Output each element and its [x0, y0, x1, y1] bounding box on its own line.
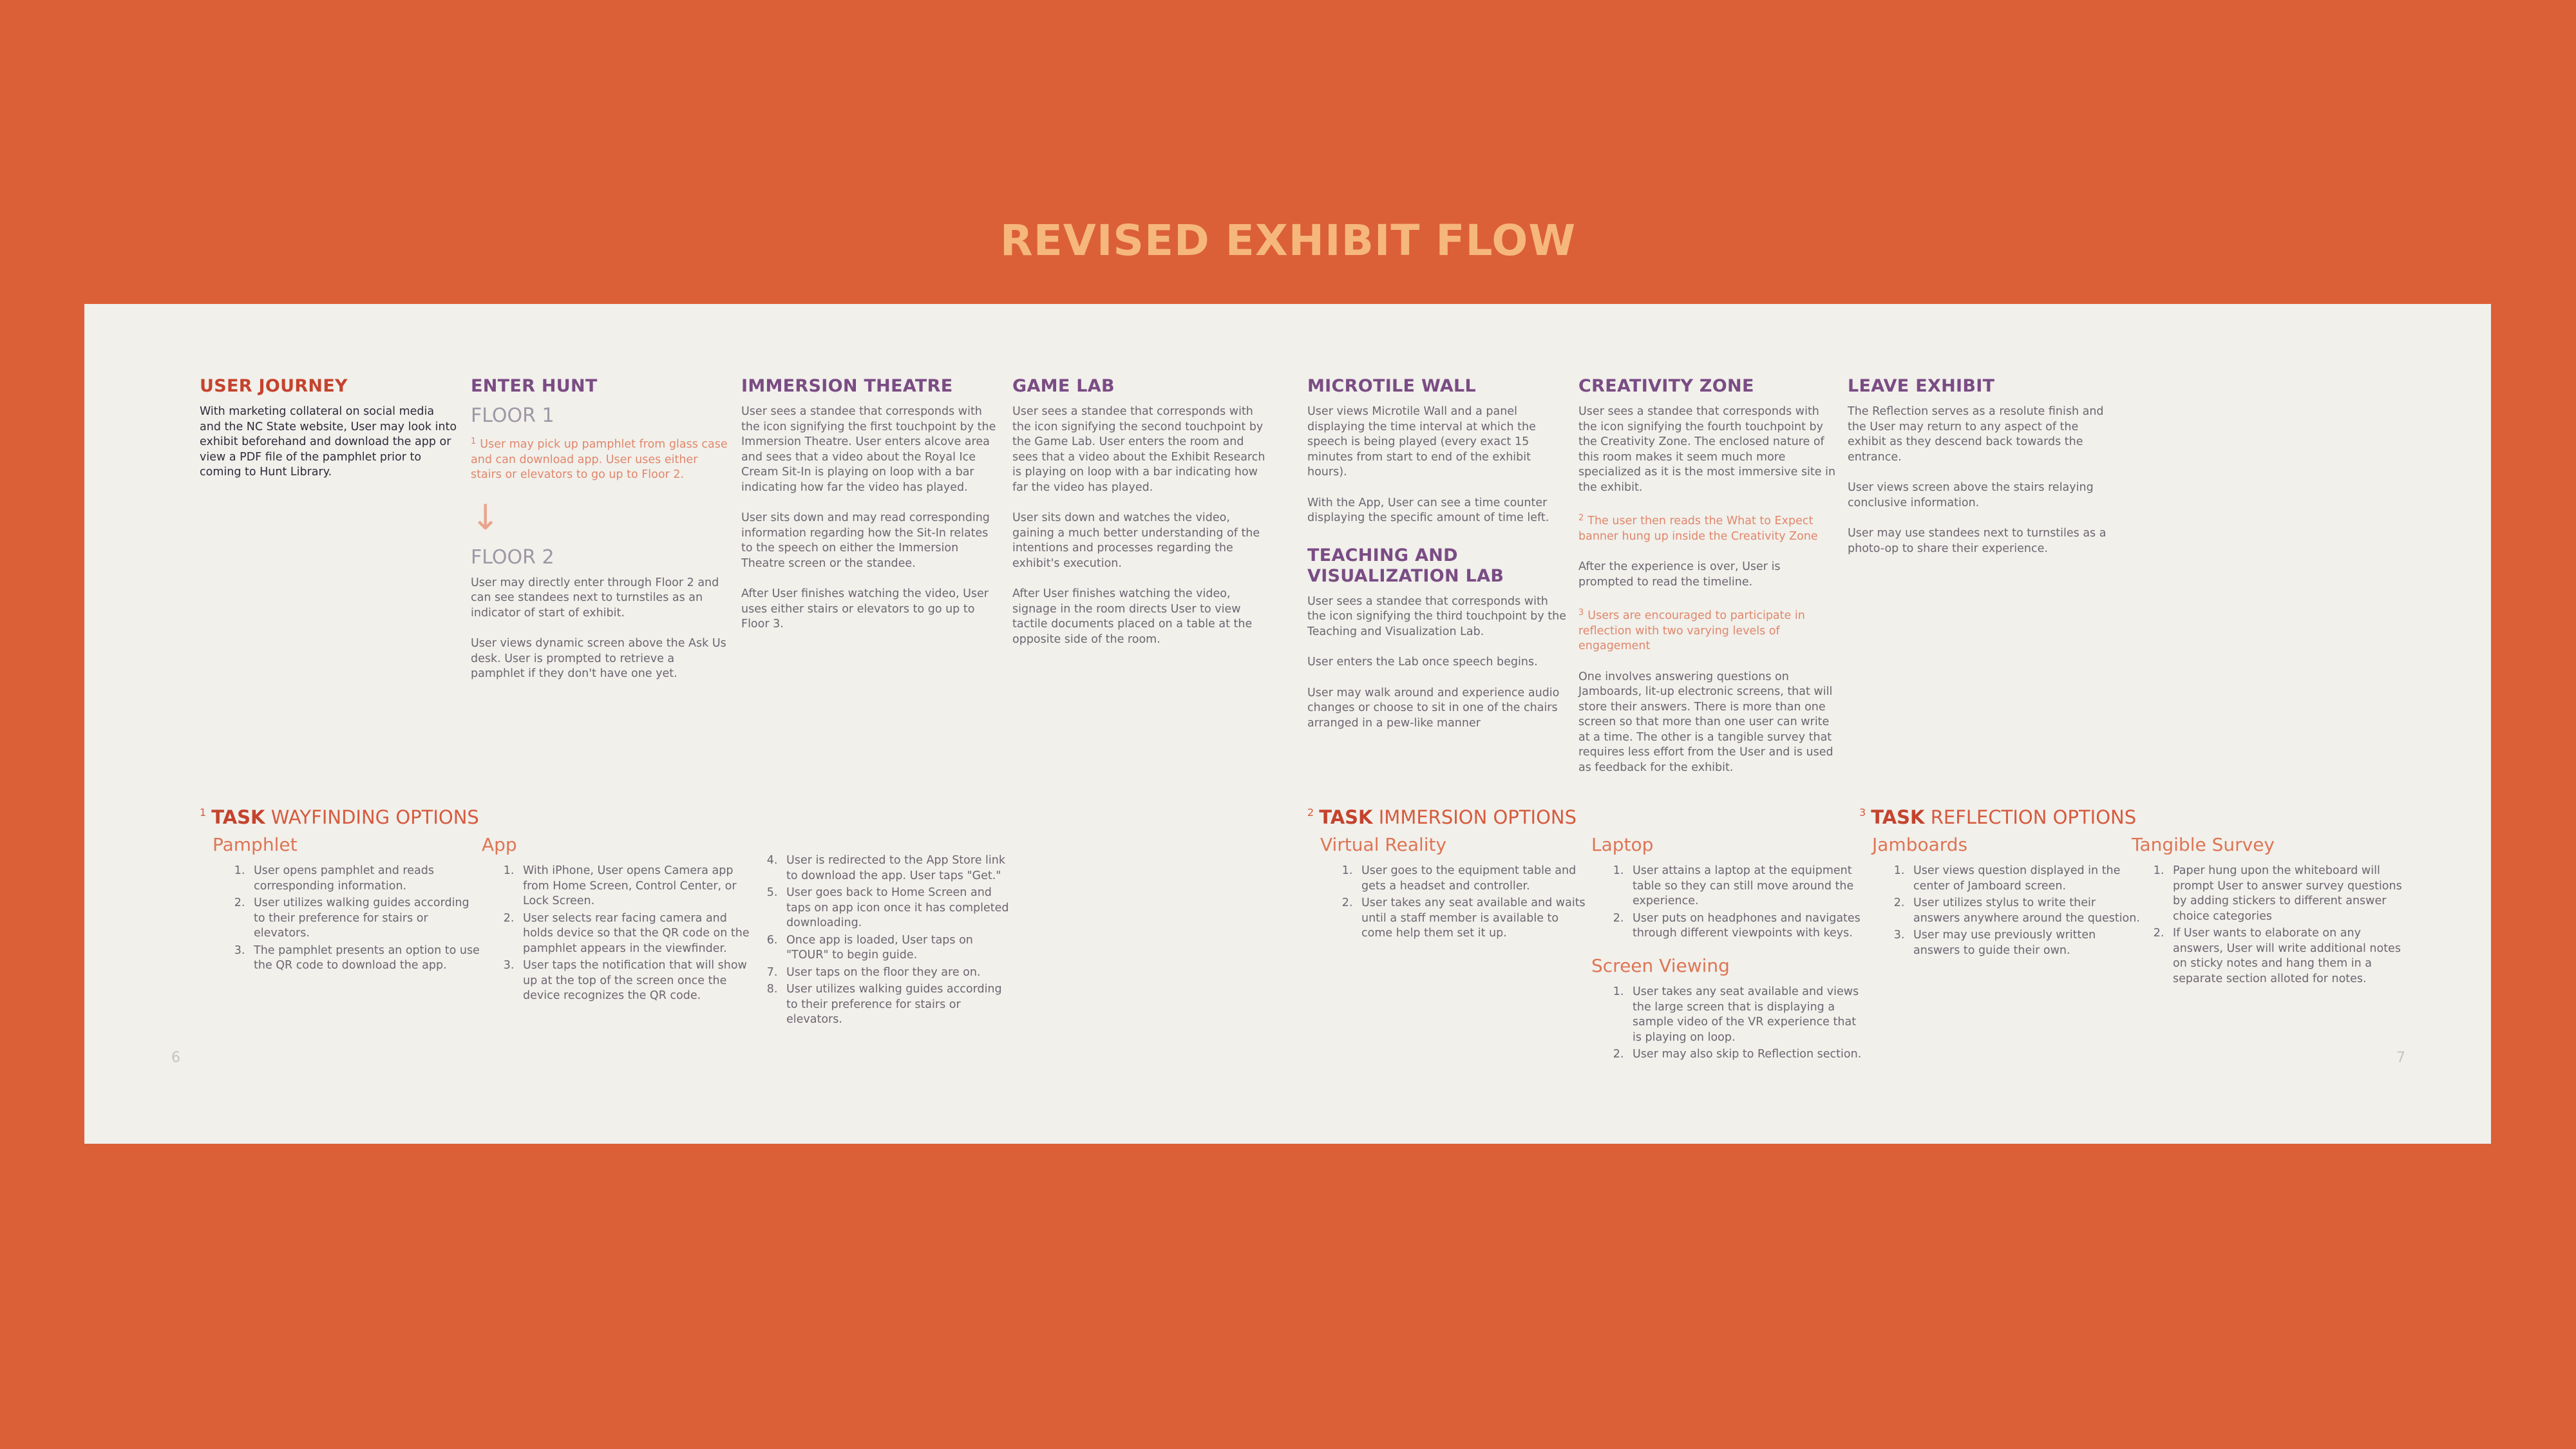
task-label: TASK — [211, 806, 265, 828]
laptop-option — [1591, 834, 1862, 943]
user-journey-heading: USER JOURNEY — [200, 376, 348, 396]
list-item: 1. User opens pamphlet and reads corresponding information. — [249, 864, 483, 894]
list-item: 2. User utilizes stylus to write their answers anywhere around the question. — [1908, 896, 2143, 926]
enter-hunt-paragraph: User may directly enter through Floor 2 and can see standees next to turnstiles as an indicator of start of exhibit. — [471, 576, 719, 620]
enter-hunt-paragraph: User views dynamic screen above the Ask Us desk. User is prompted to retrieve a pamphlet if they don't have one yet. — [471, 637, 726, 680]
creativity-zone-paragraph: User sees a standee that corresponds with the icon signifying the fourth touchpoint by the Creativity Zone. The enclosed nature of this room makes it seem much more specialized as it is the most immersive site in the exhibit. — [1578, 405, 1836, 494]
tangible-survey-steps — [2132, 864, 2402, 987]
note-text: The user then reads the What to Expect banner hung up inside the Creativity Zone — [1578, 515, 1818, 543]
screen-viewing-option — [1591, 955, 1862, 1065]
leave-exhibit-column — [1848, 376, 2107, 572]
task-1-heading — [200, 801, 479, 829]
note-text: Users are encouraged to participate in reflection with two varying levels of engagement — [1578, 609, 1805, 652]
immersion-theatre-heading: IMMERSION THEATRE — [741, 376, 953, 396]
list-item: 2. User selects rear facing camera and holds device so that the QR code on the pamphlet appears in the viewfinder. — [518, 911, 752, 957]
jamboards-title: Jamboards — [1872, 834, 1968, 855]
user-journey-text: With marketing collateral on social media and the NC State website, User may look into exhibit beforehand and download the app or view a PDF file of the pamphlet prior to coming to Hunt Library. — [200, 405, 457, 478]
immersion-theatre-paragraph: User sits down and may read corresponding information regarding how the Sit-In relates to the speech on either the Immersion Theatre screen or the standee. — [741, 511, 990, 570]
task-label: TASK — [1871, 806, 1925, 828]
list-item: 2. If User wants to elaborate on any answers, User will write additional notes on sticky notes and hang them in a separate section alloted for notes. — [2168, 926, 2402, 987]
immersion-theatre-column — [741, 376, 1000, 648]
list-item: 8. User utilizes walking guides according to their preference for stairs or elevators. — [781, 982, 1016, 1028]
microtile-wall-paragraph: User views Microtile Wall and a panel displaying the time interval at which the speech is being played (every exact 15 minutes from start to end of the exhibit hours). — [1307, 405, 1536, 478]
task-title: REFLECTION OPTIONS — [1930, 806, 2137, 828]
task-number: 1 — [200, 806, 207, 819]
creativity-zone-column — [1578, 376, 1837, 791]
arrow-down-icon: ↓ — [471, 497, 500, 538]
jamboards-steps — [1872, 864, 2143, 958]
task-label: TASK — [1319, 806, 1373, 828]
list-item: 1. Paper hung upon the whiteboard will prompt User to answer survey questions by adding stickers to different answer choice categories — [2168, 864, 2402, 924]
page-title: REVISED EXHIBIT FLOW — [999, 216, 1577, 265]
list-item: 1. User attains a laptop at the equipment table so they can still move around the experience. — [1627, 864, 1862, 909]
immersion-theatre-paragraph: After User finishes watching the video, User uses either stairs or elevators to go up to Floor 3. — [741, 587, 989, 630]
pamphlet-title: Pamphlet — [213, 834, 298, 855]
list-item: 2. User takes any seat available and waits until a staff member is available to come help them set it up. — [1356, 896, 1591, 942]
laptop-title: Laptop — [1591, 834, 1654, 855]
list-item: 1. User views question displayed in the center of Jamboard screen. — [1908, 864, 2143, 894]
list-item: 4. User is redirected to the App Store link to download the app. User taps "Get." — [781, 853, 1016, 884]
teaching-lab-paragraph: User enters the Lab once speech begins. — [1307, 656, 1538, 668]
task-title: WAYFINDING OPTIONS — [270, 806, 479, 828]
creativity-zone-heading: CREATIVITY ZONE — [1578, 376, 1754, 396]
creativity-zone-note — [1578, 605, 1837, 654]
list-item: 1. With iPhone, User opens Camera app from Home Screen, Control Center, or Lock Screen. — [518, 864, 752, 909]
screen-viewing-steps — [1591, 985, 1862, 1063]
page-number-left: 6 — [171, 1050, 180, 1066]
game-lab-column — [1012, 376, 1271, 663]
vr-steps — [1320, 864, 1591, 942]
floor-2-label: FLOOR 2 — [471, 545, 554, 569]
list-item: 5. User goes back to Home Screen and taps on app icon once it has completed downloading. — [781, 886, 1016, 931]
user-journey-column — [200, 376, 459, 496]
task-3-heading — [1859, 801, 2136, 829]
note-number: 2 — [1578, 513, 1584, 523]
list-item: 2. User utilizes walking guides according to their preference for stairs or elevators. — [249, 896, 483, 942]
leave-exhibit-heading: LEAVE EXHIBIT — [1848, 376, 1995, 396]
list-item: 3. User taps the notification that will show up at the top of the screen once the device recognizes the QR code. — [518, 958, 752, 1004]
leave-exhibit-paragraph: User may use standees next to turnstiles as a photo-op to share their experience. — [1848, 527, 2107, 555]
microtile-wall-heading: MICROTILE WALL — [1307, 376, 1477, 396]
app-option-continued — [745, 853, 1016, 1030]
list-item: 2. User may also skip to Reflection section. — [1627, 1047, 1862, 1063]
list-item: 6. Once app is loaded, User taps on "TOUR" to begin guide. — [781, 933, 1016, 963]
enter-hunt-note — [471, 434, 730, 483]
enter-hunt-heading: ENTER HUNT — [471, 376, 598, 396]
screen-viewing-title: Screen Viewing — [1591, 955, 1730, 976]
app-title: App — [482, 834, 517, 855]
microtile-wall-paragraph: With the App, User can see a time counter displaying the specific amount of time left. — [1307, 496, 1549, 524]
creativity-zone-paragraph: One involves answering questions on Jamboards, lit-up electronic screens, that will store their answers. There is more than one screen so that more than one user can write at a time. The other is a tangible survey that requires less effort from the User and is used as feedback for the exhibit. — [1578, 670, 1833, 774]
app-option — [482, 834, 752, 1006]
creativity-zone-note — [1578, 511, 1837, 544]
task-number: 3 — [1859, 806, 1866, 819]
jamboards-option — [1872, 834, 2143, 960]
tangible-survey-title: Tangible Survey — [2132, 834, 2275, 855]
list-item: 1. User goes to the equipment table and gets a headset and controller. — [1356, 864, 1591, 894]
laptop-steps — [1591, 864, 1862, 942]
pamphlet-steps — [213, 864, 483, 974]
app-steps-continued — [745, 853, 1016, 1028]
game-lab-paragraph: After User finishes watching the video, signage in the room directs User to view tactile documents placed on a table at the opposite side of the room. — [1012, 587, 1253, 646]
page-number-right: 7 — [2396, 1050, 2405, 1066]
teaching-lab-heading-line: TEACHING AND — [1307, 545, 1458, 565]
microtile-wall-column — [1307, 376, 1566, 746]
creativity-zone-paragraph: After the experience is over, User is prompted to read the timeline. — [1578, 560, 1781, 589]
list-item: 1. User takes any seat available and views the large screen that is displaying a sample video of the VR experience that is playing on loop. — [1627, 985, 1862, 1045]
note-number: 3 — [1578, 608, 1584, 618]
enter-hunt-column — [471, 376, 730, 697]
app-steps — [482, 864, 752, 1004]
content-sheet — [84, 304, 2491, 1144]
pamphlet-option — [213, 834, 483, 976]
vr-title: Virtual Reality — [1320, 834, 1447, 855]
game-lab-paragraph: User sees a standee that corresponds with the icon signifying the second touchpoint by the Game Lab. User enters the room and sees that a video about the Exhibit Research is playing on loop with a bar indicating how far the video has played. — [1012, 405, 1265, 494]
task-title: IMMERSION OPTIONS — [1378, 806, 1577, 828]
list-item: 3. User may use previously written answers to guide their own. — [1908, 928, 2143, 958]
teaching-lab-heading — [1307, 545, 1566, 587]
task-number: 2 — [1307, 806, 1314, 819]
note-number: 1 — [471, 437, 477, 446]
immersion-theatre-paragraph: User sees a standee that corresponds with the icon signifying the first touchpoint by the Immersion Theatre. User enters alcove area and sees that a video about the Royal Ice Cream Sit-In is playing on loop with a bar indicating how far the video has played. — [741, 405, 996, 494]
teaching-lab-heading-line: VISUALIZATION LAB — [1307, 565, 1504, 586]
note-text: User may pick up pamphlet from glass case and can download app. User uses either stairs or elevators to go up to Floor 2. — [471, 438, 728, 481]
leave-exhibit-paragraph: The Reflection serves as a resolute finish and the User may return to any aspect of the exhibit as they descend back towards the entrance. — [1848, 405, 2104, 464]
teaching-lab-paragraph: User sees a standee that corresponds with the icon signifying the third touchpoint by the Teaching and Visualization Lab. — [1307, 594, 1566, 638]
leave-exhibit-paragraph: User views screen above the stairs relaying conclusive information. — [1848, 481, 2094, 509]
game-lab-paragraph: User sits down and watches the video, gaining a much better understanding of the intentions and processes regarding the exhibit's execution. — [1012, 511, 1260, 570]
teaching-lab-paragraph: User may walk around and experience audio changes or choose to sit in one of the chairs arranged in a pew-like manner — [1307, 686, 1560, 730]
tangible-survey-option — [2132, 834, 2402, 989]
list-item: 3. The pamphlet presents an option to use the QR code to download the app. — [249, 943, 483, 974]
vr-option — [1320, 834, 1591, 943]
list-item: 7. User taps on the floor they are on. — [781, 965, 1016, 981]
task-2-heading — [1307, 801, 1577, 829]
floor-1-label: FLOOR 1 — [471, 404, 554, 427]
list-item: 2. User puts on headphones and navigates through different viewpoints with keys. — [1627, 911, 1862, 942]
game-lab-heading: GAME LAB — [1012, 376, 1115, 396]
